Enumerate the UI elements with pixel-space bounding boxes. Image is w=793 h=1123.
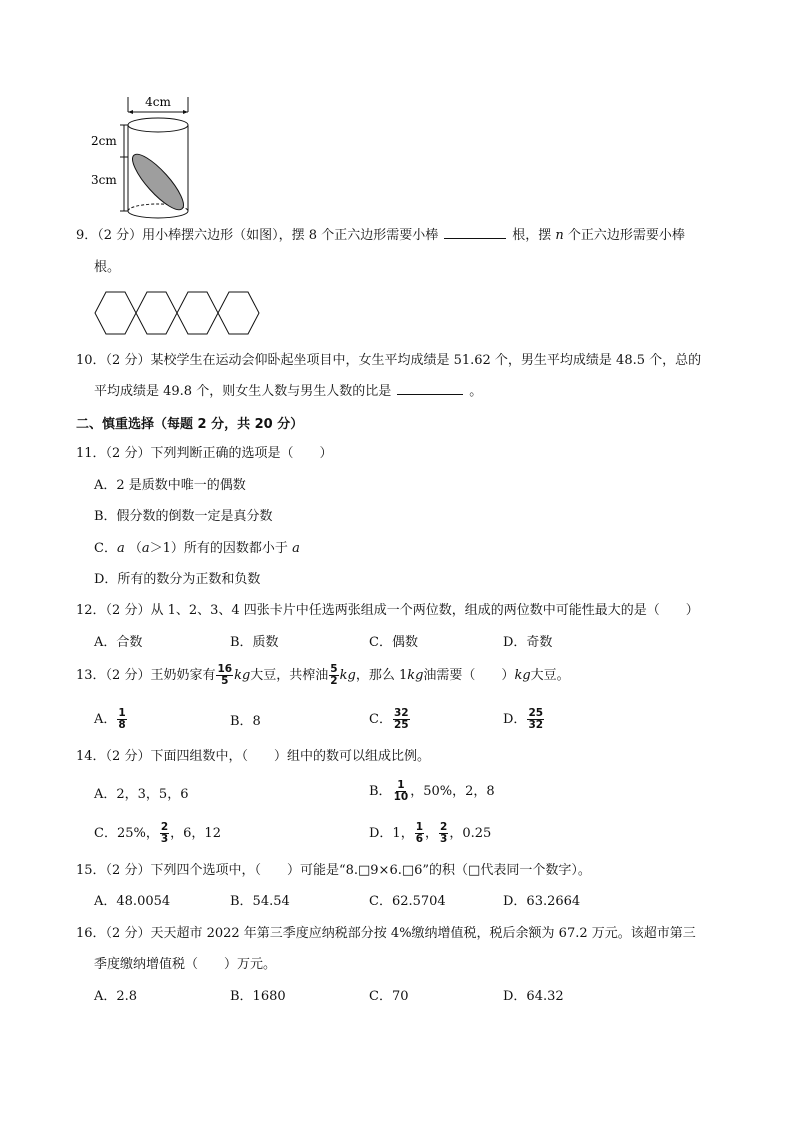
q13-option-a[interactable]: A． $\frac{1}{8}$ [94, 707, 126, 731]
q12-option-a[interactable]: A．合数 [94, 635, 143, 650]
q16-line1: 16．（2 分）天天超市 2022 年第三季度应纳税部分按 4%缴纳增值税，税后余额为 67.2 万元。该超市第三 [76, 926, 696, 941]
q12-option-c[interactable]: C．偶数 [369, 635, 418, 650]
q13-option-d[interactable]: D． $\frac{25}{32}$ [503, 707, 544, 731]
q15-option-b[interactable]: B．54.54 [230, 894, 290, 909]
q13-fraction-1: $\frac{16}{5}$ [217, 663, 233, 687]
q11-option-a[interactable]: A．2 是质数中唯一的偶数 [94, 478, 246, 493]
q14-option-b[interactable]: B． $\frac{1}{10}$ ，50%，2，8 [369, 779, 495, 803]
q10-line2: 平均成绩是 49.8 个，则女生人数与男生人数的比是 。 [94, 384, 483, 399]
hexagon-chain-figure [93, 289, 263, 339]
q10-blank[interactable] [397, 382, 463, 395]
q15-stem: 15．（2 分）下列四个选项中，（ ）可能是“8.□9×6.□6”的积（□代表同一个数字）。 [76, 863, 591, 878]
upper-height-label: 2cm [91, 134, 117, 148]
arrow-right [183, 110, 188, 114]
q14-option-d[interactable]: D．1， $\frac{1}{6}$ ， $\frac{2}{3}$ ，0.25 [369, 821, 492, 845]
cylinder-top [128, 118, 188, 132]
slanted-cross-section [126, 148, 191, 216]
q11-option-d[interactable]: D．所有的数分为正数和负数 [94, 572, 261, 587]
q9-blank-1[interactable] [444, 226, 506, 239]
q14-stem: 14．（2 分）下面四组数中，（ ）组中的数可以组成比例。 [76, 749, 430, 764]
q13-stem: 13．（2 分）王奶奶家有 $\frac{16}{5}$ kg大豆，共榨油 $\frac{5}{2}$ kg，那么 1kg油需要（ ）kg大豆。 [76, 663, 570, 687]
q9-line1: 9．（2 分）用小棒摆六边形（如图），摆 8 个正六边形需要小棒 根，摆 n 个正六边形需要小棒 [76, 228, 685, 243]
q15-option-d[interactable]: D．63.2664 [503, 894, 581, 909]
q9-line2: 根。 [94, 260, 121, 275]
q11-stem: 11．（2 分）下列判断正确的选项是（ ） [76, 446, 333, 461]
q15-option-a[interactable]: A．48.0054 [94, 894, 171, 909]
cylinder-bottom-front [128, 211, 188, 218]
q16-option-b[interactable]: B．1680 [230, 989, 286, 1004]
q14-option-c[interactable]: C．25%， $\frac{2}{3}$ ，6，12 [94, 821, 221, 845]
q16-option-a[interactable]: A．2.8 [94, 989, 138, 1004]
cylinder-figure [88, 92, 200, 222]
q11-option-b[interactable]: B．假分数的倒数一定是真分数 [94, 509, 273, 524]
q16-option-d[interactable]: D．64.32 [503, 989, 564, 1004]
lower-height-label: 3cm [91, 173, 117, 187]
q15-option-c[interactable]: C．62.5704 [369, 894, 446, 909]
section-2-title: 二、慎重选择（每题 2 分，共 20 分） [76, 417, 304, 432]
width-label: 4cm [145, 95, 171, 109]
q16-line2: 季度缴纳增值税（ ）万元。 [94, 957, 277, 972]
q13-option-c[interactable]: C． $\frac{32}{25}$ [369, 707, 409, 731]
arrow-left [128, 110, 133, 114]
q12-option-b[interactable]: B．质数 [230, 635, 279, 650]
q13-fraction-2: $\frac{5}{2}$ [330, 663, 338, 687]
q13-option-b[interactable]: B．8 [230, 714, 261, 729]
q14-option-a[interactable]: A．2，3，5，6 [94, 787, 189, 802]
q12-stem: 12．（2 分）从 1、2、3、4 四张卡片中任选两张组成一个两位数，组成的两位数中可能性最大的是（ ） [76, 603, 699, 618]
q12-option-d[interactable]: D．奇数 [503, 635, 553, 650]
q16-option-c[interactable]: C．70 [369, 989, 409, 1004]
q11-option-c[interactable]: C．a （a＞1）所有的因数都小于 a [94, 541, 300, 556]
q10-line1: 10．（2 分）某校学生在运动会仰卧起坐项目中，女生平均成绩是 51.62 个，男生平均成绩是 48.5 个，总的 [76, 353, 702, 368]
